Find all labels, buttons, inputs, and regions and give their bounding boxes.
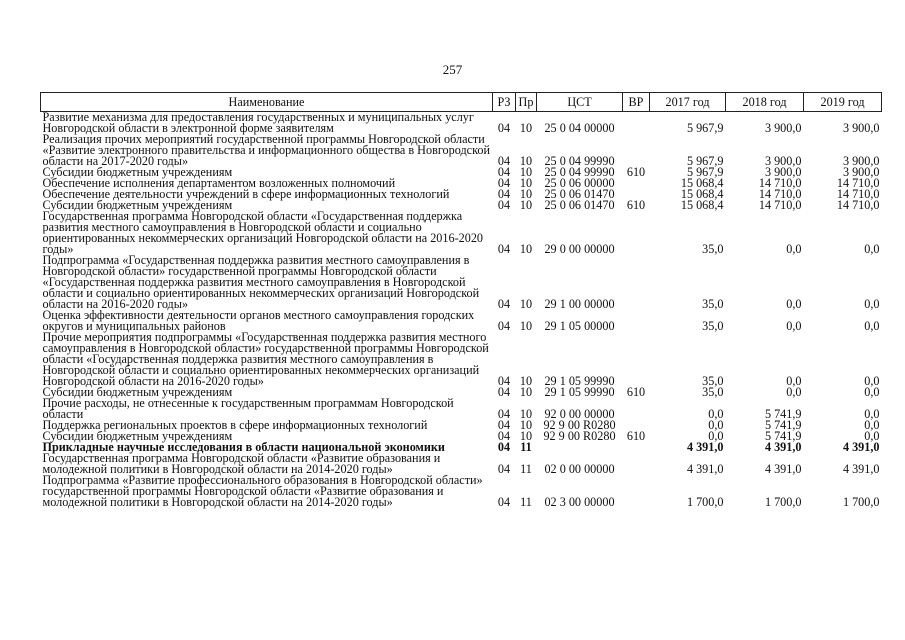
cell-y2018: 14 710,0 bbox=[758, 176, 802, 190]
cell-rz: 04 bbox=[497, 121, 511, 135]
cell-rz: 04 bbox=[497, 187, 511, 201]
cell-pr: 10 bbox=[519, 176, 533, 190]
cell-y2018: 14 710,0 bbox=[758, 198, 802, 212]
cell-name: Прикладные научные исследования в области национальной экономики bbox=[42, 440, 445, 454]
table-row bbox=[41, 112, 882, 135]
table-row bbox=[41, 211, 882, 255]
cell-cst: 29 1 05 00000 bbox=[544, 319, 615, 333]
cell-vr bbox=[623, 178, 650, 189]
cell-y2019: 4 391,0 bbox=[842, 462, 880, 476]
cell-y2017: 35,0 bbox=[702, 242, 724, 256]
header-2017: 2017 год bbox=[650, 93, 726, 112]
header-pr: Пр bbox=[516, 93, 537, 112]
cell-cst: 92 9 00 R0280 bbox=[543, 429, 616, 443]
cell-vr: 610 bbox=[626, 198, 646, 212]
cell-vr bbox=[623, 442, 650, 453]
cell-y2019: 0,0 bbox=[864, 242, 880, 256]
cell-y2017: 4 391,0 bbox=[686, 462, 724, 476]
cell-name: Развитие механизма для предоставления государственных и муниципальных услуг Новгородской области в электронной форме заявителям bbox=[42, 110, 474, 135]
header-rz: РЗ bbox=[493, 93, 516, 112]
cell-pr: 10 bbox=[519, 429, 533, 443]
cell-vr bbox=[623, 112, 650, 135]
cell-y2018: 3 900,0 bbox=[764, 121, 802, 135]
cell-name: Подпрограмма «Государственная поддержка развития местного самоуправления в Новгородской области» государственной программы Новгородской области «Государственная поддержка развития местного самоуправления в Новгородской области и социально ориентированных некоммерческих организаций Новгородской области на 2016-2020 годы» bbox=[42, 253, 480, 311]
cell-y2019: 14 710,0 bbox=[836, 198, 880, 212]
cell-pr: 10 bbox=[519, 242, 533, 256]
cell-y2019: 4 391,0 bbox=[842, 440, 880, 454]
cell-cst bbox=[537, 442, 623, 453]
cell-y2018: 4 391,0 bbox=[764, 462, 802, 476]
budget-table bbox=[40, 92, 882, 508]
cell-y2019: 3 900,0 bbox=[842, 154, 880, 168]
cell-cst: 25 0 04 99990 bbox=[544, 154, 615, 168]
cell-rz: 04 bbox=[497, 407, 511, 421]
cell-y2017: 15 068,4 bbox=[680, 187, 724, 201]
cell-name: Субсидии бюджетным учреждениям bbox=[42, 198, 233, 212]
cell-cst: 25 0 06 01470 bbox=[544, 187, 615, 201]
cell-y2019: 0,0 bbox=[864, 374, 880, 388]
cell-y2019: 0,0 bbox=[864, 319, 880, 333]
cell-y2017: 35,0 bbox=[702, 297, 724, 311]
cell-pr: 10 bbox=[519, 374, 533, 388]
cell-cst: 29 0 00 00000 bbox=[544, 242, 615, 256]
cell-y2018: 3 900,0 bbox=[764, 154, 802, 168]
cell-vr: 610 bbox=[626, 385, 646, 399]
cell-cst: 29 1 00 00000 bbox=[544, 297, 615, 311]
cell-pr: 10 bbox=[519, 165, 533, 179]
cell-cst: 02 0 00 00000 bbox=[544, 462, 615, 476]
cell-y2017: 15 068,4 bbox=[680, 176, 724, 190]
cell-cst: 92 9 00 R0280 bbox=[543, 418, 616, 432]
cell-pr: 10 bbox=[519, 319, 533, 333]
cell-cst: 29 1 05 99990 bbox=[544, 385, 615, 399]
table-header-row bbox=[41, 93, 882, 112]
cell-y2017: 0,0 bbox=[708, 418, 724, 432]
header-vr: ВР bbox=[623, 93, 650, 112]
cell-pr: 10 bbox=[519, 385, 533, 399]
table-row bbox=[41, 310, 882, 332]
cell-y2019: 0,0 bbox=[864, 407, 880, 421]
cell-rz: 04 bbox=[497, 319, 511, 333]
cell-y2018: 5 741,9 bbox=[764, 418, 802, 432]
cell-y2017: 5 967,9 bbox=[686, 154, 724, 168]
cell-y2018: 0,0 bbox=[786, 385, 802, 399]
cell-vr bbox=[623, 475, 650, 508]
cell-name: Субсидии бюджетным учреждениям bbox=[42, 385, 233, 399]
cell-y2017: 0,0 bbox=[708, 407, 724, 421]
cell-vr bbox=[623, 453, 650, 475]
cell-name: Прочие мероприятия подпрограммы «Государственная поддержка развития местного самоуправления в Новгородской области» государственной программы Новгородской области «Государственная поддержка развития местного самоуправления в Новгородской области и социально ориентированных некоммерческих организаций Новгородской области на 2016-2020 годы» bbox=[42, 330, 489, 388]
cell-vr: 610 bbox=[626, 429, 646, 443]
cell-name: Поддержка региональных проектов в сфере информационных технологий bbox=[42, 418, 428, 432]
cell-rz: 04 bbox=[497, 297, 511, 311]
cell-name: Прочие расходы, не отнесенные к государственным программам Новгородской области bbox=[42, 396, 454, 421]
cell-rz: 04 bbox=[497, 495, 511, 509]
cell-name: Подпрограмма «Развитие профессионального образования в Новгородской области» государственной программы Новгородской области «Развитие образования и молодежной политики в Новгородской области на 2014-2020 годы» bbox=[42, 473, 483, 509]
cell-pr: 10 bbox=[519, 297, 533, 311]
cell-vr bbox=[623, 255, 650, 310]
cell-name: Государственная программа Новгородской области «Государственная поддержка развития местного самоуправления в Новгородской области и социально ориентированных некоммерческих организаций Новгородской области на 2016-2020 годы» bbox=[42, 209, 484, 256]
cell-y2017: 35,0 bbox=[702, 385, 724, 399]
cell-y2017: 15 068,4 bbox=[680, 198, 724, 212]
cell-y2018: 5 741,9 bbox=[764, 429, 802, 443]
cell-y2017: 1 700,0 bbox=[686, 495, 724, 509]
cell-pr: 11 bbox=[520, 440, 532, 454]
cell-name: Субсидии бюджетным учреждениям bbox=[42, 165, 233, 179]
cell-name: Реализация прочих мероприятий государственной программы Новгородской области «Развитие электронного правительства и информационного общества в Новгородской области на 2017-2020 годы» bbox=[42, 132, 490, 168]
cell-rz: 04 bbox=[497, 385, 511, 399]
cell-cst: 92 0 00 00000 bbox=[544, 407, 615, 421]
cell-rz: 04 bbox=[497, 374, 511, 388]
cell-y2017: 0,0 bbox=[708, 429, 724, 443]
cell-y2018: 1 700,0 bbox=[764, 495, 802, 509]
cell-name: Государственная программа Новгородской области «Развитие образования и молодежной политики в Новгородской области на 2014-2020 годы» bbox=[42, 451, 441, 476]
cell-pr: 10 bbox=[519, 154, 533, 168]
header-cst: ЦСТ bbox=[537, 93, 623, 112]
cell-pr: 11 bbox=[520, 462, 532, 476]
cell-rz: 04 bbox=[497, 176, 511, 190]
cell-vr bbox=[623, 332, 650, 387]
cell-y2018: 4 391,0 bbox=[764, 440, 802, 454]
cell-y2019: 14 710,0 bbox=[836, 187, 880, 201]
cell-y2018: 0,0 bbox=[786, 242, 802, 256]
cell-y2017: 35,0 bbox=[702, 319, 724, 333]
cell-pr: 10 bbox=[519, 198, 533, 212]
page-number: 257 bbox=[442, 62, 463, 77]
cell-rz: 04 bbox=[497, 462, 511, 476]
cell-y2019: 0,0 bbox=[864, 297, 880, 311]
cell-y2018: 0,0 bbox=[786, 319, 802, 333]
table-row bbox=[41, 453, 882, 475]
cell-y2019: 0,0 bbox=[864, 429, 880, 443]
cell-y2019: 1 700,0 bbox=[842, 495, 880, 509]
cell-cst: 02 3 00 00000 bbox=[544, 495, 615, 509]
cell-vr bbox=[623, 398, 650, 420]
cell-rz: 04 bbox=[497, 198, 511, 212]
cell-y2019: 0,0 bbox=[864, 418, 880, 432]
cell-rz: 04 bbox=[497, 418, 511, 432]
header-name: Наименование bbox=[41, 93, 493, 112]
cell-pr: 10 bbox=[519, 121, 533, 135]
cell-y2017: 4 391,0 bbox=[686, 440, 724, 454]
cell-cst: 25 0 04 99990 bbox=[544, 165, 615, 179]
cell-name: Оценка эффективности деятельности органов местного самоуправления городских округов и муниципальных районов bbox=[42, 308, 475, 333]
cell-pr: 10 bbox=[519, 418, 533, 432]
cell-y2018: 3 900,0 bbox=[764, 165, 802, 179]
cell-rz: 04 bbox=[497, 440, 511, 454]
cell-cst: 25 0 06 00000 bbox=[544, 176, 615, 190]
cell-vr: 610 bbox=[626, 165, 646, 179]
table-row bbox=[41, 332, 882, 387]
cell-y2018: 5 741,9 bbox=[764, 407, 802, 421]
cell-y2018: 14 710,0 bbox=[758, 187, 802, 201]
cell-pr: 10 bbox=[519, 407, 533, 421]
cell-cst: 25 0 06 01470 bbox=[544, 198, 615, 212]
cell-pr: 10 bbox=[519, 187, 533, 201]
cell-vr bbox=[623, 134, 650, 167]
cell-rz: 04 bbox=[497, 154, 511, 168]
cell-y2017: 35,0 bbox=[702, 374, 724, 388]
cell-cst: 25 0 04 00000 bbox=[544, 121, 615, 135]
cell-rz: 04 bbox=[497, 165, 511, 179]
cell-y2019: 0,0 bbox=[864, 385, 880, 399]
table-row bbox=[41, 255, 882, 310]
cell-vr bbox=[623, 211, 650, 255]
cell-y2019: 14 710,0 bbox=[836, 176, 880, 190]
cell-y2017: 5 967,9 bbox=[686, 165, 724, 179]
cell-name: Обеспечение деятельности учреждений в сфере информационных технологий bbox=[42, 187, 450, 201]
cell-pr: 11 bbox=[520, 495, 532, 509]
table-row bbox=[41, 475, 882, 508]
cell-y2018: 0,0 bbox=[786, 297, 802, 311]
cell-rz: 04 bbox=[497, 242, 511, 256]
cell-rz: 04 bbox=[497, 429, 511, 443]
cell-y2019: 3 900,0 bbox=[842, 121, 880, 135]
cell-y2019: 3 900,0 bbox=[842, 165, 880, 179]
cell-cst: 29 1 05 99990 bbox=[544, 374, 615, 388]
cell-y2017: 5 967,9 bbox=[686, 121, 724, 135]
cell-vr bbox=[623, 310, 650, 332]
header-2018: 2018 год bbox=[726, 93, 804, 112]
cell-y2018: 0,0 bbox=[786, 374, 802, 388]
cell-name: Обеспечение исполнения департаментом возложенных полномочий bbox=[42, 176, 396, 190]
header-2019: 2019 год bbox=[804, 93, 882, 112]
cell-name: Субсидии бюджетным учреждениям bbox=[42, 429, 233, 443]
table-row bbox=[41, 134, 882, 167]
table-row bbox=[41, 398, 882, 420]
